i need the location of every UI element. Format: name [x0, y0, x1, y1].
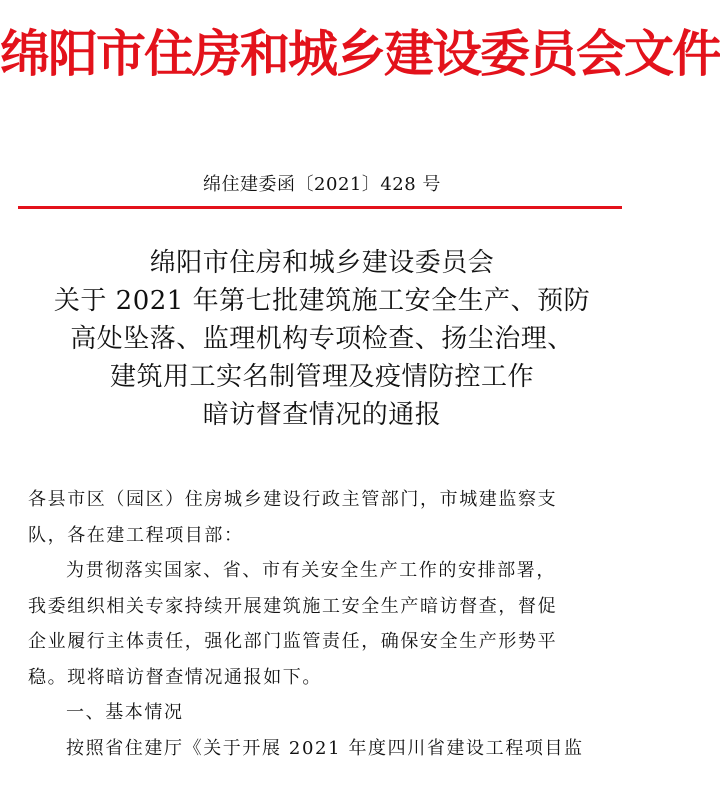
body-paragraph-line: 我委组织相关专家持续开展建筑施工安全生产暗访督查，督促: [28, 595, 558, 617]
body-paragraph-line: 按照省住建厅《关于开展 2021 年度四川省建设工程项目监: [66, 737, 584, 759]
body-paragraph-line: 为贯彻落实国家、省、市有关安全生产工作的安排部署，: [66, 560, 556, 581]
notice-title-line: 建筑用工实名制管理及疫情防控工作: [109, 362, 534, 392]
addressee-line: 队，各在建工程项目部：: [28, 524, 244, 546]
addressee-line: 各县市区（园区）住房城乡建设行政主管部门，市城建监察支: [28, 489, 558, 510]
notice-title-line: 暗访督查情况的通报: [202, 400, 442, 430]
document-number: 绵住建委函〔2021〕428 号: [203, 174, 441, 195]
notice-title-line: 高处坠落、监理机构专项检查、扬尘治理、: [70, 324, 574, 354]
notice-title-line: 绵阳市住房和城乡建设委员会: [149, 248, 495, 278]
notice-title-line: 关于 2021 年第七批建筑施工安全生产、预防: [53, 286, 591, 316]
document-header-title: 绵阳市住房和城乡建设委员会文件: [0, 24, 720, 83]
notice-title: [0, 244, 644, 434]
body-paragraph-line: 企业履行主体责任，强化部门监管责任，确保安全生产形势平: [28, 631, 558, 652]
section-heading: 一、基本情况: [66, 702, 184, 723]
body-paragraph-line: 稳。现将暗访督查情况通报如下。: [28, 666, 322, 688]
document-body: [28, 482, 622, 766]
red-divider-line: [18, 206, 622, 209]
